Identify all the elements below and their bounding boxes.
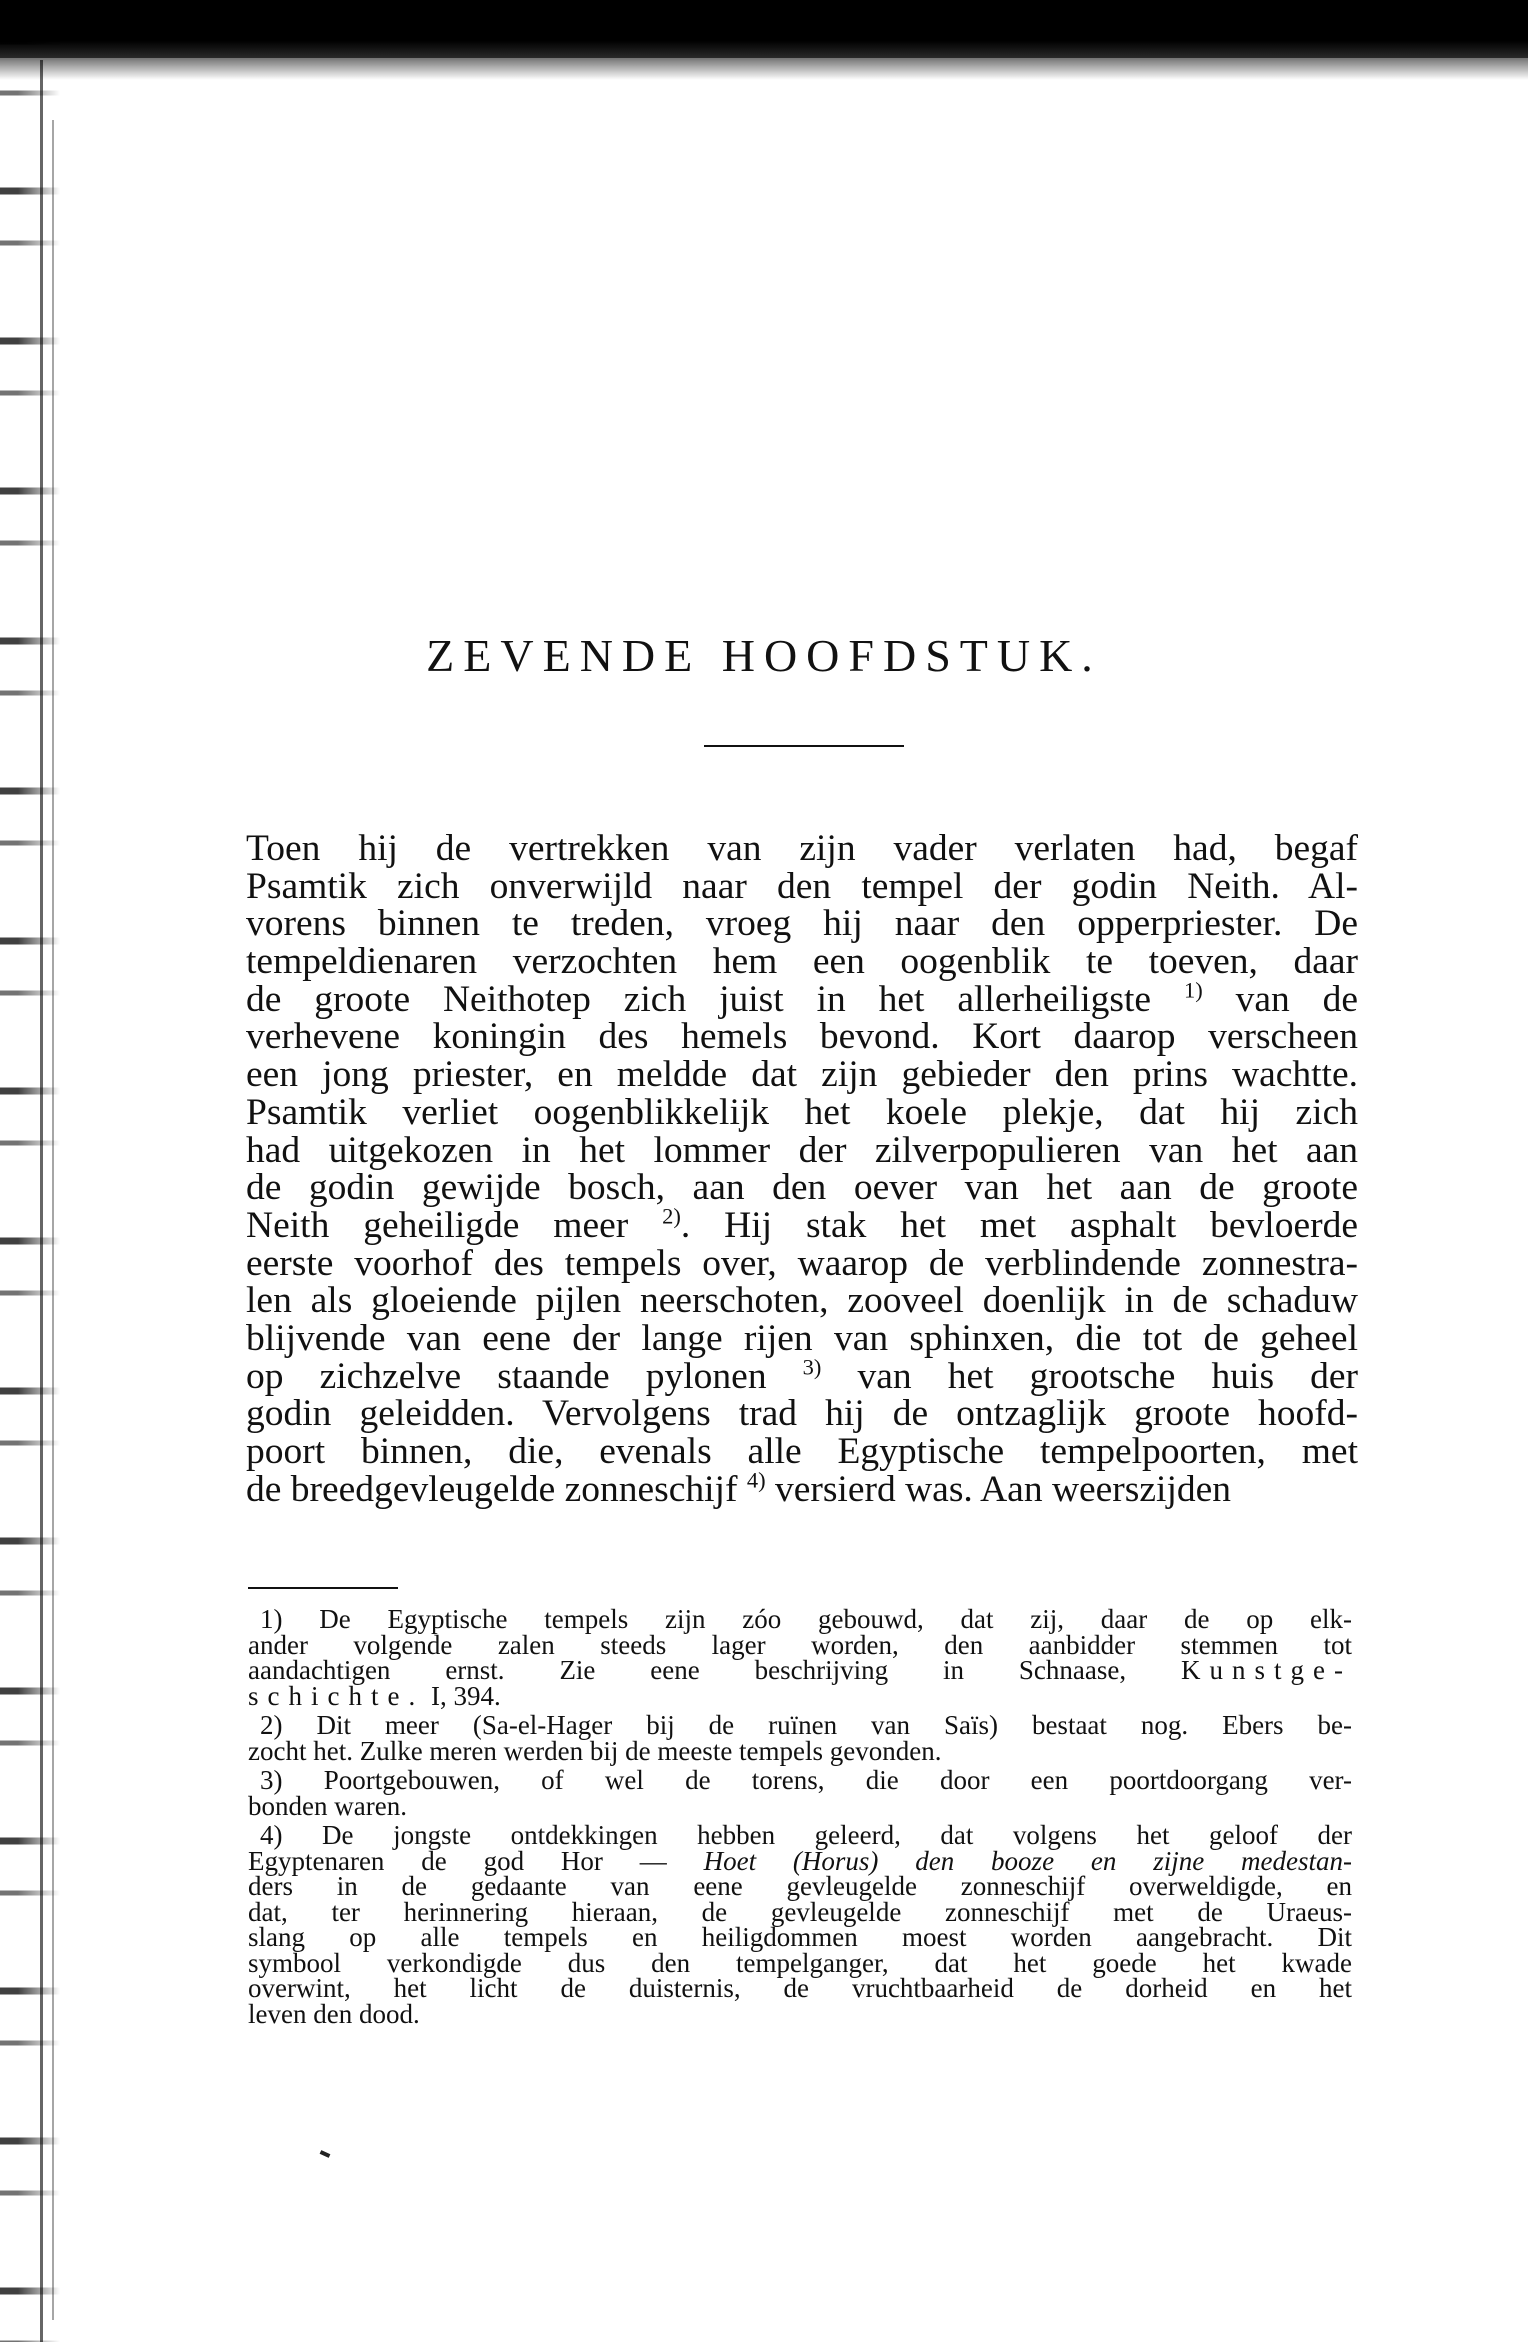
body-line: eerste voorhof des tempels over, waarop de verblindende zonnestra- [246,1242,1358,1284]
title-divider [704,745,904,747]
footnote-line: ander volgende zalen steeds lager worden, den aanbidder stemmen tot [248,1629,1352,1660]
body-line [246,1203,1359,1246]
body-line-part: op zichzelve staande pylonen [246,1355,767,1397]
body-line-part: de breedgevleugelde zonneschijf [246,1468,738,1510]
body-line-part: van de [1235,978,1359,1020]
footnote-line: 4) De jongste ontdekkingen hebben geleerd, dat volgens het geloof der [260,1820,1352,1850]
footnote-spaced-title: Kunstge- [1181,1655,1352,1685]
note-ref-3: 3) [802,1354,822,1380]
body-line-part: Neith geheiligde meer [246,1204,629,1246]
note-ref-1: 1) [1183,977,1203,1003]
body-line [246,1467,1358,1510]
scan-binding-line-secondary [52,120,54,2320]
body-line: len als gloeiende pijlen neerschoten, zooveel doenlijk in de schaduw [246,1280,1358,1322]
footnote-line: 3) Poortgebouwen, of wel de torens, die door een poortdoorgang ver- [260,1765,1352,1795]
footnote-line: leven den dood. [248,1998,420,2029]
footnote-line: ders in de gedaante van eene gevleugelde zonneschijf overweldigde, en [248,1871,1352,1901]
body-line: had uitgekozen in het lommer der zilverpopulieren van het aan [246,1129,1358,1171]
body-line-part: versierd was. Aan weerszijden [774,1468,1232,1510]
body-line: de godin gewijde bosch, aan den oever van het aan de groote [246,1167,1358,1209]
footnotes [248,1604,1352,2029]
footnote-italic-part: Hoet (Horus) den booze en zijne medestan- [703,1845,1352,1876]
body-line-part: van het grootsche huis der [857,1355,1359,1397]
body-line: Psamtik zich onverwijld naar den tempel der godin Neith. Al- [246,865,1358,907]
body-line: Toen hij de vertrekken van zijn vader verlaten had, begaf [246,828,1358,869]
body-text [246,830,1358,1508]
footnote-2 [248,1710,1352,1766]
note-ref-2: 2) [662,1203,681,1229]
footnote-line: slang op alle tempels en heiligdommen moest worden aangebracht. Dit [248,1922,1352,1952]
body-line [246,977,1359,1020]
note-ref-4: 4) [746,1467,766,1493]
scan-binding-line [40,60,43,2342]
footnote-line: dat, ter herinnering hieraan, de gevleugelde zonneschijf met de Uraeus- [248,1896,1352,1927]
scan-speck [320,2150,331,2158]
footnote-line-part: I, 394. [430,1680,501,1711]
footnote-line: bonden waren. [248,1790,407,1821]
body-line-part: . Hij stak het met asphalt bevloerde [680,1204,1359,1246]
footnote-spaced-title: schichte. [248,1680,425,1711]
body-line: een jong priester, en meldde dat zijn gebieder den prins wachtte. [246,1054,1358,1096]
body-line [246,1354,1359,1397]
footnote-3 [248,1765,1352,1821]
footnote-1 [248,1604,1352,1711]
footnote-line-part: Egyptenaren de god Hor — [248,1845,667,1876]
footnote-line: symbool verkondigde dus den tempelganger, dat het goede het kwade [248,1947,1352,1978]
body-line: Psamtik verliet oogenblikkelijk het koele plekje, dat hij zich [246,1091,1358,1133]
body-line: tempeldienaren verzochten hem een oogenblik te toeven, daar [246,941,1358,983]
body-line: blijvende van eene der lange rijen van sphinxen, die tot de geheel [246,1317,1358,1359]
body-line: vorens binnen te treden, vroeg hij naar den opperpriester. De [246,903,1358,945]
body-line: verhevene koningin des hemels bevond. Kort daarop verscheen [246,1016,1358,1058]
footnote-line-part: aandachtigen ernst. Zie eene beschrijving in Schnaase, [248,1655,1127,1685]
body-line-part: de groote Neithotep zich juist in het allerheiligste [246,978,1152,1020]
footnote-line: 2) Dit meer (Sa-el-Hager bij de ruïnen van Saïs) bestaat nog. Ebers be- [260,1710,1352,1740]
scan-top-shadow [0,0,1528,58]
scan-top-shadow-fade [0,58,1528,80]
body-line: poort binnen, die, evenals alle Egyptische tempelpoorten, met [246,1431,1358,1472]
body-line: godin geleidden. Vervolgens trad hij de ontzaglijk groote hoofd- [246,1393,1358,1435]
footnote-line: overwint, het licht de duisternis, de vruchtbaarheid de dorheid en het [248,1973,1352,2003]
chapter-title: ZEVENDE HOOFDSTUK. [426,630,1102,681]
footnote-line: zocht het. Zulke meren werden bij de meeste tempels gevonden. [248,1735,942,1766]
footnote-line [248,1680,1352,1711]
footnote-4 [248,1820,1352,2029]
footnote-divider [248,1587,398,1589]
scan-binding-edge [0,0,60,2342]
footnote-line: 1) De Egyptische tempels zijn zóo gebouwd, dat zij, daar de op elk- [260,1604,1352,1634]
